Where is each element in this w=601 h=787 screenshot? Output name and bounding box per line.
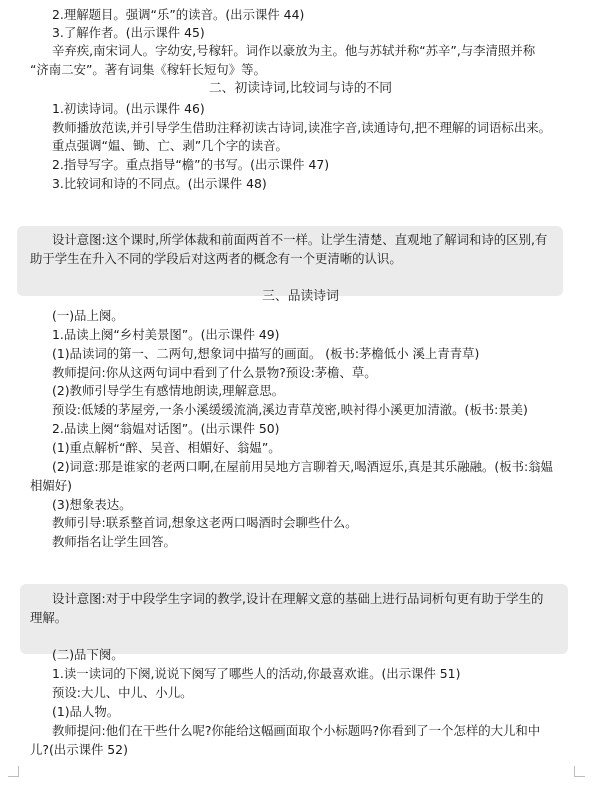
text-line: 预设:低矮的茅屋旁,一条小溪缓缓流淌,溪边青草茂密,映衬得小溪更加清澈。(板书:景美) — [52, 402, 528, 417]
text-line: 教师播放范读,并引导学生借助注释初读古诗词,读准字音,读通诗句,把不理解的词语标出来。 — [52, 120, 551, 135]
text-line: (1)重点解析“醉、吴音、相媚好、翁媪”。 — [52, 440, 281, 455]
text-line: (1)品人物。 — [52, 704, 120, 719]
text-line: 3.比较词和诗的不同点。(出示课件 48) — [52, 176, 267, 191]
text-line: 辛弃疾,南宋词人。字幼安,号稼轩。词作以豪放为主。他与苏轼并称“苏辛”,与李清照并称 — [52, 43, 536, 58]
text-line: 1.品读上阕“乡村美景图”。(出示课件 49) — [52, 327, 280, 342]
page-margin-mark-left — [8, 766, 19, 777]
text-line: 重点强调“媪、锄、亡、剥”几个字的读音。 — [52, 138, 288, 153]
text-line: 教师指名让学生回答。 — [52, 534, 176, 549]
text-line: 1.读一读词的下阕,说说下阕写了哪些人的活动,你最喜欢谁。(出示课件 51) — [52, 666, 461, 681]
text-line: 教师提问:他们在干些什么呢?你能给这幅画面取个小标题吗?你看到了一个怎样的大儿和中 — [52, 723, 541, 738]
text-line: 2.品读上阕“翁媪对话图”。(出示课件 50) — [52, 421, 280, 436]
section-heading: 三、品读诗词 — [262, 289, 339, 304]
text-line: “济南二安”。著有词集《稼轩长短句》等。 — [30, 62, 266, 77]
text-line: (2)教师引导学生有感情地朗读,理解意思。 — [52, 383, 285, 398]
text-line: (一)品上阕。 — [52, 308, 124, 323]
text-line: 教师引导:联系整首词,想象这老两口喝酒时会聊些什么。 — [52, 515, 358, 530]
text-line: (2)词意:那是谁家的老两口啊,在屋前用吴地方言聊着天,喝酒逗乐,真是其乐融融。(板书:翁媪 — [52, 459, 554, 474]
text-line: 相媚好) — [30, 478, 73, 493]
text-line: 3.了解作者。(出示课件 45) — [52, 25, 205, 40]
text-line: 1.初读诗词。(出示课件 46) — [52, 101, 205, 116]
text-line: (二)品下阕。 — [52, 647, 124, 662]
design-intent-text: 设计意图:这个课时,所学体裁和前面两首不一样。让学生清楚、直观地了解词和诗的区别,有 — [52, 232, 548, 247]
text-line: 教师提问:你从这两句词中看到了什么景物?预设:茅檐、草。 — [52, 365, 377, 380]
text-line: 2.指导写字。重点指导“檐”的书写。(出示课件 47) — [52, 157, 330, 172]
section-heading: 二、初读诗词,比较词与诗的不同 — [208, 81, 393, 96]
text-line: (1)品读词的第一、二两句,想象词中描写的画面。 (板书:茅檐低小 溪上青青草) — [52, 346, 480, 361]
text-line: (3)想象表达。 — [52, 497, 132, 512]
design-intent-text: 助于学生在升入不同的学段后对这两者的概念有一个更清晰的认识。 — [30, 251, 402, 266]
page-margin-mark-right — [574, 766, 585, 777]
text-line: 儿?(出示课件 52) — [30, 742, 128, 757]
text-line: 预设:大儿、中儿、小儿。 — [52, 685, 193, 700]
text-line: 2.理解题目。强调“乐”的读音。(出示课件 44) — [52, 7, 305, 22]
design-intent-text: 理解。 — [30, 610, 68, 625]
design-intent-text: 设计意图:对于中段学生字词的教学,设计在理解文意的基础上进行品词析句更有助于学生的 — [52, 591, 544, 606]
